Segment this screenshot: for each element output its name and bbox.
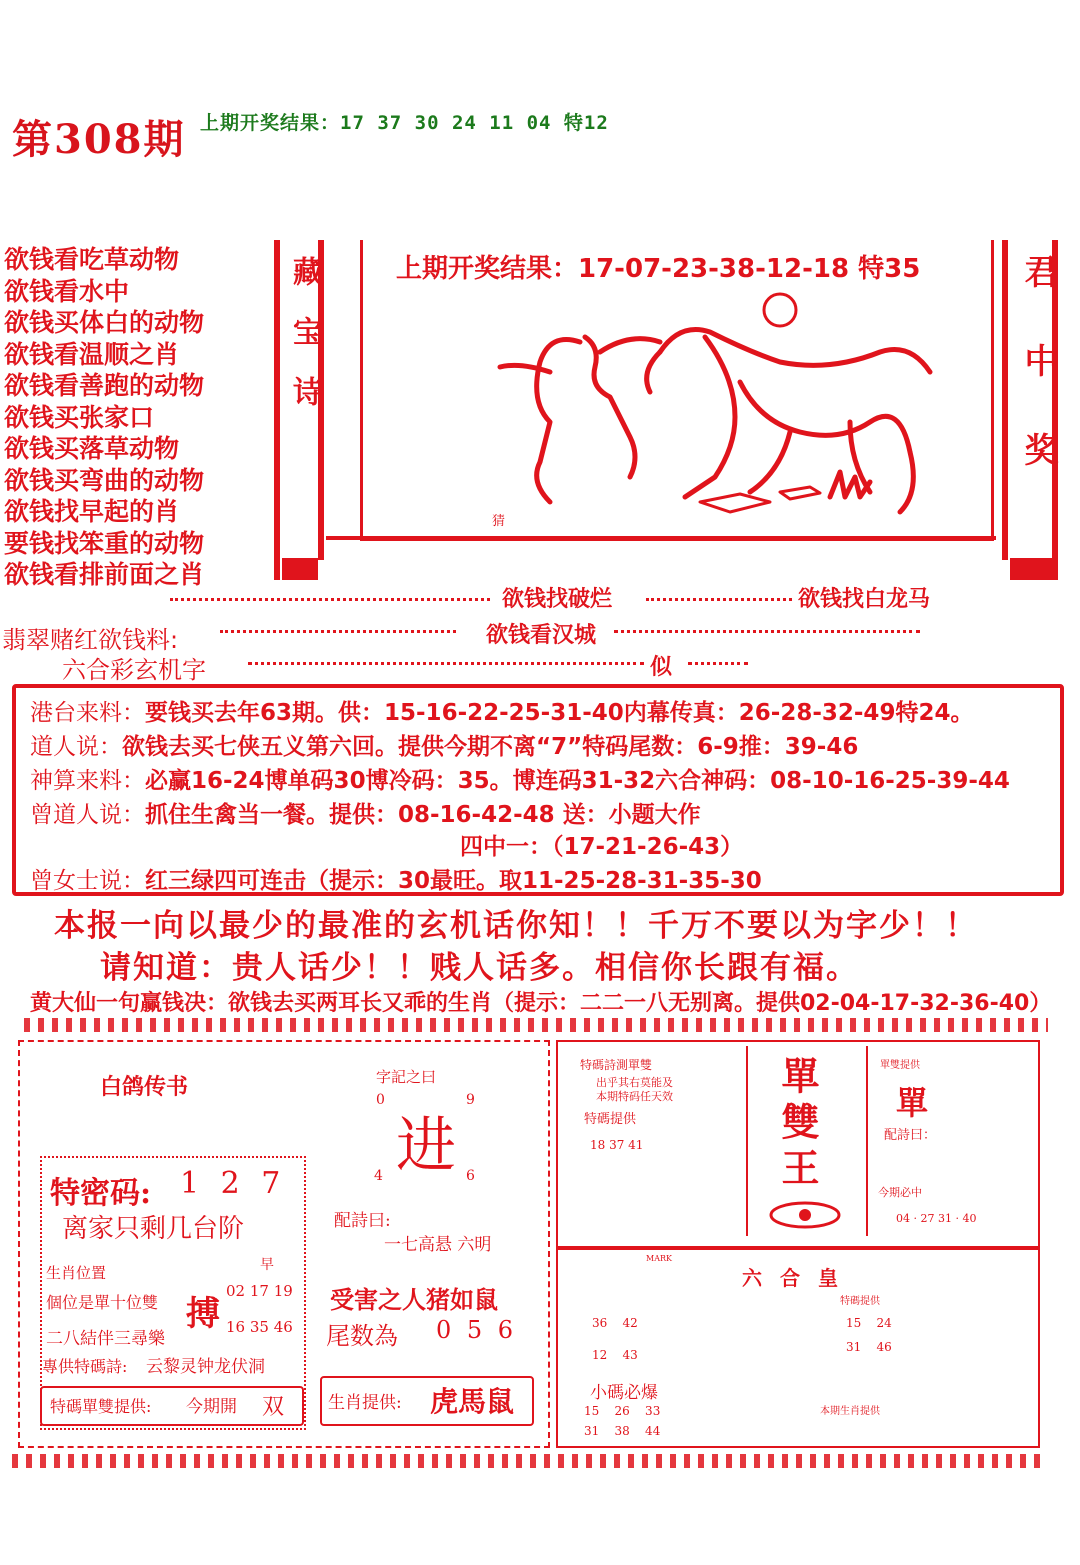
hint-1a: 欲钱找破烂 [502, 587, 613, 612]
info-row: 港台来料：要钱买去年63期。供：15-16-22-25-31-40内幕传真：26-28-32-49特24。 [30, 700, 974, 726]
rt-tema-label: 特碼提供 [584, 1112, 637, 1127]
rb-nums-l4: 31 38 44 [584, 1424, 661, 1438]
bo-char: 搏 [186, 1294, 220, 1334]
rt-nums: 18 37 41 [590, 1138, 644, 1152]
previous-result-top: 上期开奖结果：17 37 30 24 11 04 特12 [200, 112, 609, 134]
rb-nums-l3: 15 26 33 [584, 1404, 661, 1418]
mark-watermark: MARK [646, 1254, 672, 1263]
mid-poem: 一七高悬 六明 [384, 1235, 492, 1255]
rb-nums-l1: 36 42 [592, 1316, 638, 1330]
single-double-result: 双 [262, 1395, 285, 1420]
slogan-1: 本报一向以最少的最准的玄机话你知！！千万不要以为字少！！ [54, 908, 978, 944]
decorative-border-top [24, 1018, 1048, 1032]
zodiac-label: 生肖提供: [328, 1393, 402, 1413]
num-tl: 0 [376, 1092, 385, 1108]
rt-side-label: 單雙提供 [880, 1060, 920, 1071]
info-row: 神算来料：必赢16-24博单码30博冷码：35。博连码31-32六合神码：08-10-16-25-39-44 [30, 768, 1010, 794]
early-char: 早 [260, 1257, 274, 1273]
hint-2-text: 欲钱看汉城 [486, 623, 597, 648]
info-row: 曾道人说：抓住生禽当一餐。提供：08-16-42-48 送：小题大作 [30, 802, 701, 828]
rb-must-label: 小碼必爆 [590, 1383, 658, 1403]
rt-poem-2: 本期特码任天效 [596, 1090, 673, 1103]
rt-big-char: 單 [896, 1084, 929, 1122]
num-bl: 4 [374, 1168, 383, 1184]
clue-item: 欲钱找早起的肖 [4, 497, 180, 526]
clue-item: 欲钱看善跑的动物 [4, 371, 205, 400]
slogan-2: 请知道：贵人话少！！贱人话多。相信你长跟有福。 [100, 950, 859, 986]
poem: 云黎灵钟龙伏洞 [146, 1357, 265, 1377]
rb-tema-label: 特碼提供 [840, 1296, 880, 1307]
tema-value: 1 2 7 [180, 1166, 287, 1201]
decorative-border-bottom [12, 1454, 1048, 1468]
hint-2-label: 翡翠赌红欲钱料: [2, 626, 179, 654]
clue-item: 欲钱看排前面之肖 [4, 560, 205, 589]
clue-item: 欲钱买张家口 [4, 402, 155, 432]
clue-list [4, 244, 274, 591]
clue-item: 欲钱看吃草动物 [4, 245, 180, 274]
victim-line: 受害之人猪如鼠 [330, 1286, 498, 1314]
scroll-left [274, 240, 324, 580]
num-br: 6 [466, 1168, 475, 1184]
tema-label: 特密码: [50, 1176, 152, 1211]
tail-value: 0 5 6 [436, 1316, 518, 1344]
rt-title: 特碼詩測單雙 [580, 1058, 653, 1072]
clue-item: 欲钱看温顺之肖 [4, 339, 180, 369]
single-double-label: 特碼單雙提供: [50, 1397, 152, 1416]
scroll-left-text: 藏宝诗 [287, 256, 322, 436]
position-label: 個位是單十位雙 [46, 1293, 159, 1312]
rt-poem-1: 出乎其右莫能及 [596, 1076, 673, 1089]
clue-item: 欲钱买体白的动物 [4, 308, 205, 337]
pair-label: 二八結伴三尋樂 [46, 1329, 165, 1349]
liuhehuang-title: 六合皇 [742, 1266, 856, 1290]
clue-item: 欲钱看水中 [4, 276, 130, 306]
info-row: 曾女士说：红三绿四可连击（提示：30最旺。取11-25-28-31-35-30 [30, 868, 762, 894]
single-double-value: 今期開 [186, 1397, 237, 1417]
info-row: 四中一：（17-21-26-43） [460, 834, 744, 860]
poem-label: 專供特碼詩: [42, 1357, 128, 1376]
huang-daxian: 黄大仙一句赢钱决：欲钱去买两耳长又乖的生肖（提示：二二一八无别离。提供02-04-17-32-36-40） [30, 991, 1052, 1016]
nums-row-1: 02 17 19 [226, 1282, 293, 1300]
rt-nums-2: 04 · 27 31 · 40 [896, 1212, 977, 1225]
rb-zodiac-label: 本期生肖提供 [820, 1406, 880, 1417]
baige-title: 白鸽传书 [100, 1074, 189, 1100]
picture-caption: 猜 [492, 514, 506, 529]
scroll-right-text: 君中奖 [1018, 254, 1058, 521]
info-row: 道人说：欲钱去买七侠五义第六回。提供今期不离“7”特码尾数：6-9推：39-46 [30, 734, 859, 760]
clue-item: 欲钱买弯曲的动物 [4, 465, 205, 495]
rb-nums-r2: 31 46 [846, 1340, 892, 1354]
zodiac-position-label: 生肖位置 [46, 1264, 107, 1282]
clue-item: 欲钱买落草动物 [4, 434, 180, 463]
hint-3-text: 似 [650, 655, 673, 680]
info-box [12, 684, 1064, 896]
ziji-title: 字記之曰 [376, 1068, 437, 1086]
rb-nums-r1: 15 24 [846, 1316, 892, 1330]
riddle: 离家只剩几台阶 [62, 1214, 245, 1244]
nums-row-2: 16 35 46 [226, 1318, 293, 1336]
mid-poem-label: 配詩曰: [334, 1211, 391, 1231]
issue-number: 第308期 [12, 116, 186, 163]
previous-result-main: 上期开奖结果：17-07-23-38-12-18 特35 [396, 254, 921, 284]
horse-illustration [490, 292, 950, 522]
hint-3-label: 六合彩玄机字 [62, 656, 206, 684]
flower-ornament [768, 1200, 842, 1230]
clue-item: 要钱找笨重的动物 [4, 528, 205, 558]
big-char-jin: 进 [396, 1111, 456, 1181]
tail-label: 尾数為 [326, 1322, 398, 1350]
hint-1b: 欲钱找白龙马 [798, 587, 931, 612]
num-tr: 9 [466, 1092, 475, 1108]
danshuang-title: 單雙王 [775, 1056, 820, 1194]
rt-recommend: 今期必中 [878, 1186, 922, 1199]
scroll-right [1002, 240, 1062, 580]
zodiac-value: 虎馬鼠 [430, 1385, 515, 1418]
rt-poem-label: 配詩曰： [884, 1128, 937, 1143]
rb-nums-l2: 12 43 [592, 1348, 638, 1362]
